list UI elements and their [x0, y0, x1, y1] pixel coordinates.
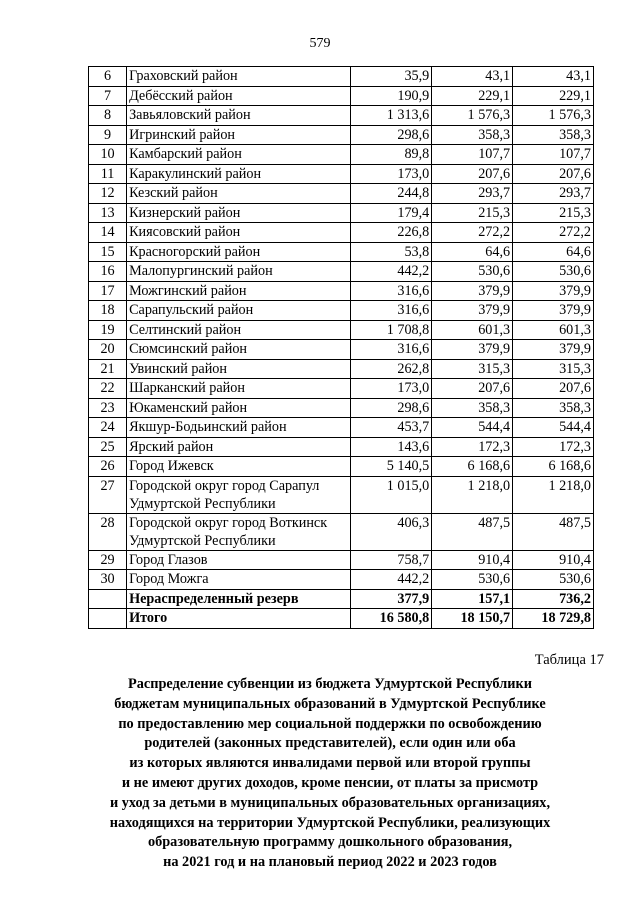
value-2021: 244,8 — [351, 184, 432, 204]
row-number: 16 — [89, 262, 127, 282]
table-row — [89, 379, 594, 399]
value-2021: 53,8 — [351, 242, 432, 262]
value-2023: 215,3 — [513, 203, 594, 223]
value-2021: 442,2 — [351, 570, 432, 590]
row-number: 28 — [89, 513, 127, 550]
value-2021: 316,6 — [351, 301, 432, 321]
table-row — [89, 203, 594, 223]
page-number: 579 — [309, 36, 331, 51]
value-2021: 190,9 — [351, 86, 432, 106]
row-number: 30 — [89, 570, 127, 590]
municipality-name: Малопургинский район — [127, 262, 351, 282]
value-2021: 298,6 — [351, 398, 432, 418]
municipality-name: Камбарский район — [127, 145, 351, 165]
value-2021: 453,7 — [351, 418, 432, 438]
row-number: 23 — [89, 398, 127, 418]
table-row — [89, 281, 594, 301]
value-2022: 530,6 — [432, 262, 513, 282]
value-2022: 358,3 — [432, 398, 513, 418]
table-row — [89, 145, 594, 165]
value-2021: 35,9 — [351, 67, 432, 87]
municipality-name: Нераспределенный резерв — [127, 589, 351, 609]
municipality-name: Красногорский район — [127, 242, 351, 262]
value-2021: 226,8 — [351, 223, 432, 243]
value-2023: 910,4 — [513, 550, 594, 570]
title-line: находящихся на территории Удмуртской Республики, реализующих — [109, 814, 551, 831]
value-2023: 43,1 — [513, 67, 594, 87]
value-2023: 544,4 — [513, 418, 594, 438]
row-number: 18 — [89, 301, 127, 321]
value-2021: 179,4 — [351, 203, 432, 223]
row-number — [89, 589, 127, 609]
row-number: 19 — [89, 320, 127, 340]
value-2023: 172,3 — [513, 437, 594, 457]
value-2021: 406,3 — [351, 513, 432, 550]
row-number: 22 — [89, 379, 127, 399]
municipality-name: Город Ижевск — [127, 457, 351, 477]
value-2022: 1 576,3 — [432, 106, 513, 126]
value-2022: 43,1 — [432, 67, 513, 87]
row-number: 26 — [89, 457, 127, 477]
value-2023: 293,7 — [513, 184, 594, 204]
table-row — [89, 437, 594, 457]
value-2021: 316,6 — [351, 281, 432, 301]
municipality-name: Кезский район — [127, 184, 351, 204]
value-2021: 316,6 — [351, 340, 432, 360]
table-body — [89, 67, 594, 629]
title-line: бюджетам муниципальных образований в Удмуртской Республике — [114, 695, 546, 712]
value-2022: 487,5 — [432, 513, 513, 550]
row-number: 10 — [89, 145, 127, 165]
value-2023: 207,6 — [513, 379, 594, 399]
municipality-name: Шарканский район — [127, 379, 351, 399]
row-number: 20 — [89, 340, 127, 360]
row-number: 15 — [89, 242, 127, 262]
row-number: 7 — [89, 86, 127, 106]
table-row — [89, 67, 594, 87]
title-line: и не имеют других доходов, кроме пенсии, от платы за присмотр — [121, 774, 539, 791]
value-2022: 229,1 — [432, 86, 513, 106]
municipality-name: Каракулинский район — [127, 164, 351, 184]
table-row — [89, 223, 594, 243]
municipality-name: Селтинский район — [127, 320, 351, 340]
value-2022: 293,7 — [432, 184, 513, 204]
municipality-name: Город Можга — [127, 570, 351, 590]
table-row — [89, 418, 594, 438]
value-2022: 157,1 — [432, 589, 513, 609]
municipality-name: Сарапульский район — [127, 301, 351, 321]
row-number: 21 — [89, 359, 127, 379]
value-2021: 173,0 — [351, 379, 432, 399]
table-row — [89, 301, 594, 321]
value-2022: 6 168,6 — [432, 457, 513, 477]
municipality-name: Киясовский район — [127, 223, 351, 243]
value-2022: 315,3 — [432, 359, 513, 379]
value-2023: 1 218,0 — [513, 476, 594, 513]
municipality-name: Якшур-Бодьинский район — [127, 418, 351, 438]
value-2022: 379,9 — [432, 340, 513, 360]
municipality-name: Сюмсинский район — [127, 340, 351, 360]
value-2022: 272,2 — [432, 223, 513, 243]
value-2022: 207,6 — [432, 164, 513, 184]
row-number: 13 — [89, 203, 127, 223]
title-line: из которых являются инвалидами первой или второй группы — [129, 755, 531, 772]
value-2023: 487,5 — [513, 513, 594, 550]
municipality-name: Кизнерский район — [127, 203, 351, 223]
table-row — [89, 320, 594, 340]
value-2023: 736,2 — [513, 589, 594, 609]
table-row — [89, 164, 594, 184]
value-2022: 172,3 — [432, 437, 513, 457]
value-2021: 1 708,8 — [351, 320, 432, 340]
municipality-name: Граховский район — [127, 67, 351, 87]
value-2022: 207,6 — [432, 379, 513, 399]
row-number: 6 — [89, 67, 127, 87]
value-2021: 1 015,0 — [351, 476, 432, 513]
value-2023: 64,6 — [513, 242, 594, 262]
value-2023: 207,6 — [513, 164, 594, 184]
table-row — [89, 125, 594, 145]
value-2023: 229,1 — [513, 86, 594, 106]
table-row — [89, 184, 594, 204]
next-table-label: Таблица 17 — [534, 652, 604, 668]
value-2022: 1 218,0 — [432, 476, 513, 513]
value-2023: 379,9 — [513, 340, 594, 360]
table-row — [89, 86, 594, 106]
value-2021: 143,6 — [351, 437, 432, 457]
value-2022: 379,9 — [432, 281, 513, 301]
table-row — [89, 550, 594, 570]
next-table-title — [80, 675, 580, 873]
value-2023: 358,3 — [513, 398, 594, 418]
title-line: и уход за детьми в муниципальных образовательных организациях, — [109, 794, 551, 811]
row-number: 12 — [89, 184, 127, 204]
value-2022: 530,6 — [432, 570, 513, 590]
row-number: 17 — [89, 281, 127, 301]
table-row — [89, 570, 594, 590]
value-2022: 601,3 — [432, 320, 513, 340]
row-number — [89, 609, 127, 629]
total-row — [89, 609, 594, 629]
municipality-name: Город Глазов — [127, 550, 351, 570]
municipality-name: Городской округ город Воткинск Удмуртской Республики — [127, 513, 351, 550]
table-row — [89, 457, 594, 477]
value-2021: 442,2 — [351, 262, 432, 282]
title-line: Распределение субвенции из бюджета Удмуртской Республики — [128, 676, 532, 692]
value-2022: 910,4 — [432, 550, 513, 570]
value-2021: 5 140,5 — [351, 457, 432, 477]
municipality-name: Дебёсский район — [127, 86, 351, 106]
table-row — [89, 476, 594, 513]
value-2022: 107,7 — [432, 145, 513, 165]
value-2023: 107,7 — [513, 145, 594, 165]
value-2023: 358,3 — [513, 125, 594, 145]
value-2023: 530,6 — [513, 262, 594, 282]
value-2021: 298,6 — [351, 125, 432, 145]
municipality-name: Игринский район — [127, 125, 351, 145]
value-2021: 173,0 — [351, 164, 432, 184]
table-row — [89, 242, 594, 262]
title-line: по предоставлению мер социальной поддержки по освобождению — [118, 715, 542, 732]
row-number: 11 — [89, 164, 127, 184]
table-row — [89, 398, 594, 418]
municipality-name: Ярский район — [127, 437, 351, 457]
value-2023: 6 168,6 — [513, 457, 594, 477]
value-2023: 379,9 — [513, 281, 594, 301]
value-2023: 1 576,3 — [513, 106, 594, 126]
value-2023: 530,6 — [513, 570, 594, 590]
row-number: 9 — [89, 125, 127, 145]
municipality-name: Юкаменский район — [127, 398, 351, 418]
value-2021: 89,8 — [351, 145, 432, 165]
municipality-name: Городской округ город Сарапул Удмуртской Республики — [127, 476, 351, 513]
value-2021: 1 313,6 — [351, 106, 432, 126]
municipality-name: Можгинский район — [127, 281, 351, 301]
value-2023: 379,9 — [513, 301, 594, 321]
value-2021: 377,9 — [351, 589, 432, 609]
value-2023: 18 729,8 — [513, 609, 594, 629]
municipality-name: Увинский район — [127, 359, 351, 379]
value-2023: 272,2 — [513, 223, 594, 243]
value-2022: 544,4 — [432, 418, 513, 438]
municipality-name: Итого — [127, 609, 351, 629]
row-number: 25 — [89, 437, 127, 457]
row-number: 8 — [89, 106, 127, 126]
reserve-row — [89, 589, 594, 609]
value-2023: 315,3 — [513, 359, 594, 379]
table-row — [89, 513, 594, 550]
title-line: на 2021 год и на плановый период 2022 и 2023 годов — [163, 854, 497, 871]
value-2022: 18 150,7 — [432, 609, 513, 629]
value-2022: 215,3 — [432, 203, 513, 223]
value-2021: 758,7 — [351, 550, 432, 570]
subvention-table — [88, 66, 594, 629]
value-2022: 64,6 — [432, 242, 513, 262]
row-number: 24 — [89, 418, 127, 438]
value-2022: 358,3 — [432, 125, 513, 145]
row-number: 27 — [89, 476, 127, 513]
municipality-name: Завьяловский район — [127, 106, 351, 126]
table-row — [89, 340, 594, 360]
value-2023: 601,3 — [513, 320, 594, 340]
table-row — [89, 359, 594, 379]
table-row — [89, 262, 594, 282]
value-2021: 262,8 — [351, 359, 432, 379]
title-line: родителей (законных представителей), если один или оба — [144, 735, 516, 752]
value-2022: 379,9 — [432, 301, 513, 321]
table-row — [89, 106, 594, 126]
row-number: 14 — [89, 223, 127, 243]
row-number: 29 — [89, 550, 127, 570]
value-2021: 16 580,8 — [351, 609, 432, 629]
title-line: образовательную программу дошкольного образования, — [147, 834, 513, 851]
